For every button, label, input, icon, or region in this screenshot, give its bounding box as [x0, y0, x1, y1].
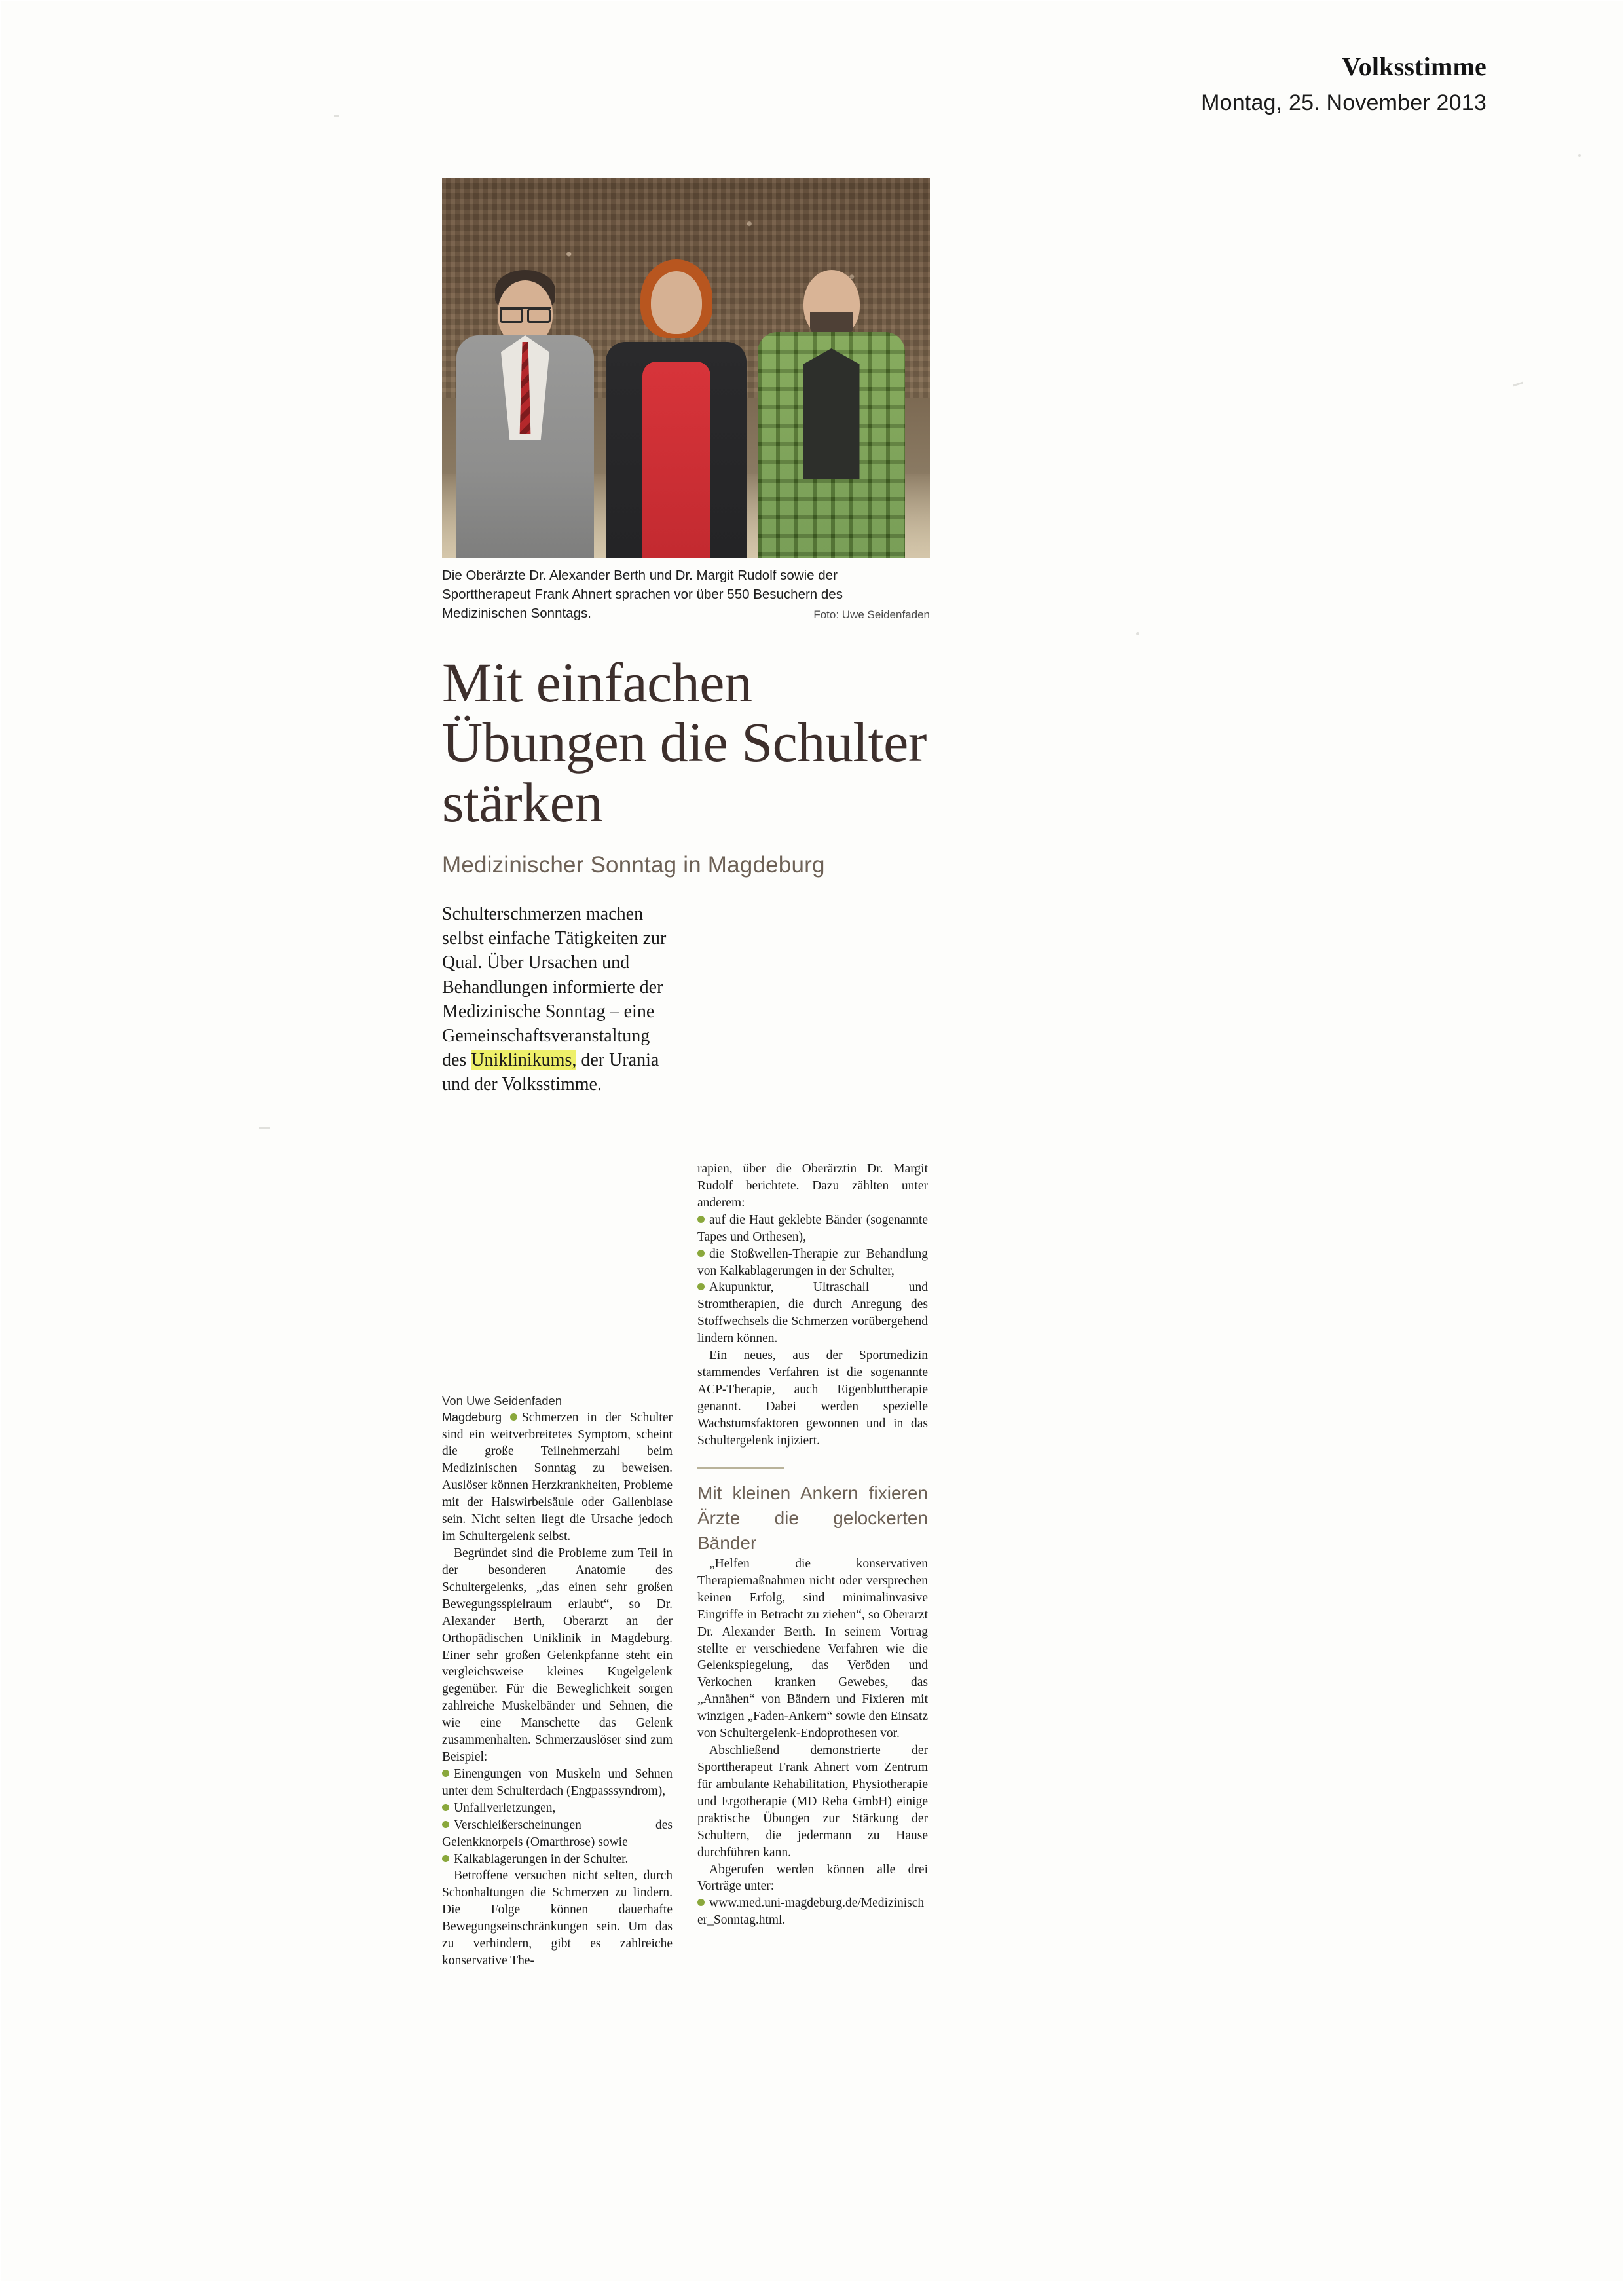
list-item — [697, 1279, 928, 1347]
lead-text-part1: Schulterschmerzen machen selbst einfache Tätigkeiten zur Qual. Über Ursachen und Behandlungen informierte der Medizinische Sonntag – eine Gemeinschaftsveranstaltung des — [442, 903, 667, 1071]
highlighted-text: Uniklinikums, — [471, 1050, 577, 1071]
bullet-icon — [442, 1855, 449, 1862]
list-item-text: die Stoßwellen-Therapie zur Behandlung von Kalkablagerungen in der Schulter, — [697, 1246, 928, 1278]
section-divider — [697, 1467, 784, 1469]
list-item — [697, 1212, 928, 1246]
list-item-text: Einengungen von Muskeln und Sehnen unter dem Schulterdach (Engpasssyndrom), — [442, 1767, 673, 1798]
t-shirt — [803, 348, 860, 479]
lead-text-part2: der Urania und der Volksstimme. — [442, 1050, 659, 1095]
bullet-icon — [697, 1283, 705, 1290]
dateline: Magdeburg — [442, 1410, 502, 1424]
dress — [642, 362, 710, 558]
article-column-left — [442, 1393, 673, 1970]
scan-speck — [1578, 154, 1581, 157]
person-figure-middle — [606, 231, 747, 558]
bullet-icon — [697, 1216, 705, 1223]
scan-speck — [259, 1127, 270, 1129]
paragraph-text: „Helfen die konservativen Therapiemaßnahmen nicht oder versprechen keinen Erfolg, sind minimalinvasive Eingriffe in Betracht zu ziehen“, so Oberarzt Dr. Alexander Berth. In seinem Vortrag stellte er verschiedene Verfahren wie die Gelenkspiegelung, das Veröden und Verkochen kranken Gewebes, das „Annähen“ von Bändern und Fixieren mit winzigen „Faden-Ankern“ sowie den Einsatz von Schultergelenk-Endoprothesen vor. — [697, 1556, 928, 1741]
glasses-icon — [500, 307, 551, 319]
photo-credit: Foto: Uwe Seidenfaden — [813, 608, 930, 622]
bullet-icon — [697, 1899, 705, 1906]
page-title: Mit einfachen Übungen die Schulter stärken — [442, 651, 927, 834]
list-item — [442, 1800, 673, 1817]
scan-speck — [1136, 632, 1139, 635]
issue-date: Montag, 25. November 2013 — [1201, 90, 1486, 115]
paragraph-text: Begründet sind die Probleme zum Teil in der besonderen Anatomie des Schultergelenks, „das einen sehr großen Bewegungsspielraum erlaubt“, so Dr. Alexander Berth, Oberarzt an der Orthopädischen Uniklinik in Magdeburg. Einer sehr großen Gelenkpfanne steht ein vergleichsweise kleines Kugelgelenk gegenüber. Für die Beweglichkeit sorgen zahlreiche Muskelbänder und Sehnen, die wie eine Manschette das Gelenk zusammenhalten. Schmerzauslöser sind zum Beispiel: — [442, 1546, 673, 1765]
newspaper-title: Volksstimme — [1342, 52, 1486, 81]
article-lead — [442, 902, 673, 1097]
article-photo — [442, 178, 930, 558]
list-item-text: Akupunktur, Ultraschall und Stromtherapien, die durch Anregung des Stoffwechsels die Schmerzen vorübergehend lindern können. — [697, 1281, 928, 1346]
list-item-text: Verschleißerscheinungen des Gelenkknorpels (Omarthrose) sowie — [442, 1818, 673, 1849]
article-column-right — [697, 1161, 928, 1929]
bullet-icon — [697, 1250, 705, 1257]
masthead — [1201, 52, 1486, 116]
bullet-icon — [510, 1413, 517, 1421]
paragraph-text: Abgerufen werden können alle drei Vorträge unter: — [697, 1862, 928, 1894]
photo-image — [442, 178, 930, 558]
photo-caption-text: Die Oberärzte Dr. Alexander Berth und Dr. Margit Rudolf sowie der Sporttherapeut Frank Ahnert sprachen vor über 550 Besuchern des Medizinischen Sonntags. — [442, 568, 843, 622]
paragraph-text: Schmerzen in der Schulter sind ein weitverbreitetes Symptom, scheint die große Teilnehmerzahl beim Medizinischen Sonntag zu beweisen. Auslöser können Herzkrankheiten, Probleme mit der Halswirbelsäule oder Gallenblase sein. Nicht selten liegt die Ursache jedoch im Schultergelenk selbst. — [442, 1410, 673, 1544]
article-subhead: Medizinischer Sonntag in Magdeburg — [442, 851, 825, 878]
bullet-icon — [442, 1821, 449, 1828]
paragraph-text: Abschließend demonstrierte der Sporttherapeut Frank Ahnert vom Zentrum für ambulante Rehabilitation, Physiotherapie und Ergotherapie (MD Reha GmbH) einige praktische Übungen zur Stärkung der Schultern, die jedermann zu Hause durchführen kann. — [697, 1744, 928, 1860]
link-item[interactable] — [697, 1895, 928, 1929]
bullet-icon — [442, 1770, 449, 1777]
list-item — [697, 1246, 928, 1280]
paragraph-text: Betroffene versuchen nicht selten, durch Schonhaltungen die Schmerzen zu lindern. Die Folge können dauerhafte Bewegungseinschränkungen sein. Um das zu verhindern, gibt es zahlreiche konservative The- — [442, 1869, 673, 1968]
list-item — [442, 1851, 673, 1868]
byline: Von Uwe Seidenfaden — [442, 1394, 563, 1408]
person-figure-left — [456, 250, 594, 558]
bullet-icon — [442, 1804, 449, 1811]
scan-speck — [334, 115, 339, 117]
person-figure-right — [758, 244, 905, 558]
list-item — [442, 1817, 673, 1851]
article — [442, 178, 943, 1968]
list-item-text: Unfallverletzungen, — [454, 1801, 556, 1815]
list-item — [442, 1766, 673, 1800]
paragraph-lead-left — [442, 1410, 673, 1545]
list-item-text: Kalkablagerungen in der Schulter. — [454, 1852, 629, 1866]
head — [651, 271, 702, 334]
crosshead: Mit kleinen Ankern fixieren Ärzte die gelockerten Bänder — [697, 1482, 928, 1553]
paragraph-text: Ein neues, aus der Sportmedizin stammendes Verfahren ist die sogenannte ACP-Therapie, auch Eigenbluttherapie genannt. Dabei werden spezielle Wachstumsfaktoren gewonnen und in das Schultergelenk injiziert. — [697, 1349, 928, 1448]
paragraph-text: rapien, über die Oberärztin Dr. Margit Rudolf berichtete. Dazu zählten unter anderem: — [697, 1162, 928, 1210]
article-link[interactable]: www.med.uni-magdeburg.de/Medizinischer_Sonntag.html. — [697, 1896, 925, 1928]
list-item-text: auf die Haut geklebte Bänder (sogenannte Tapes und Orthesen), — [697, 1212, 928, 1244]
photo-caption — [442, 566, 930, 623]
